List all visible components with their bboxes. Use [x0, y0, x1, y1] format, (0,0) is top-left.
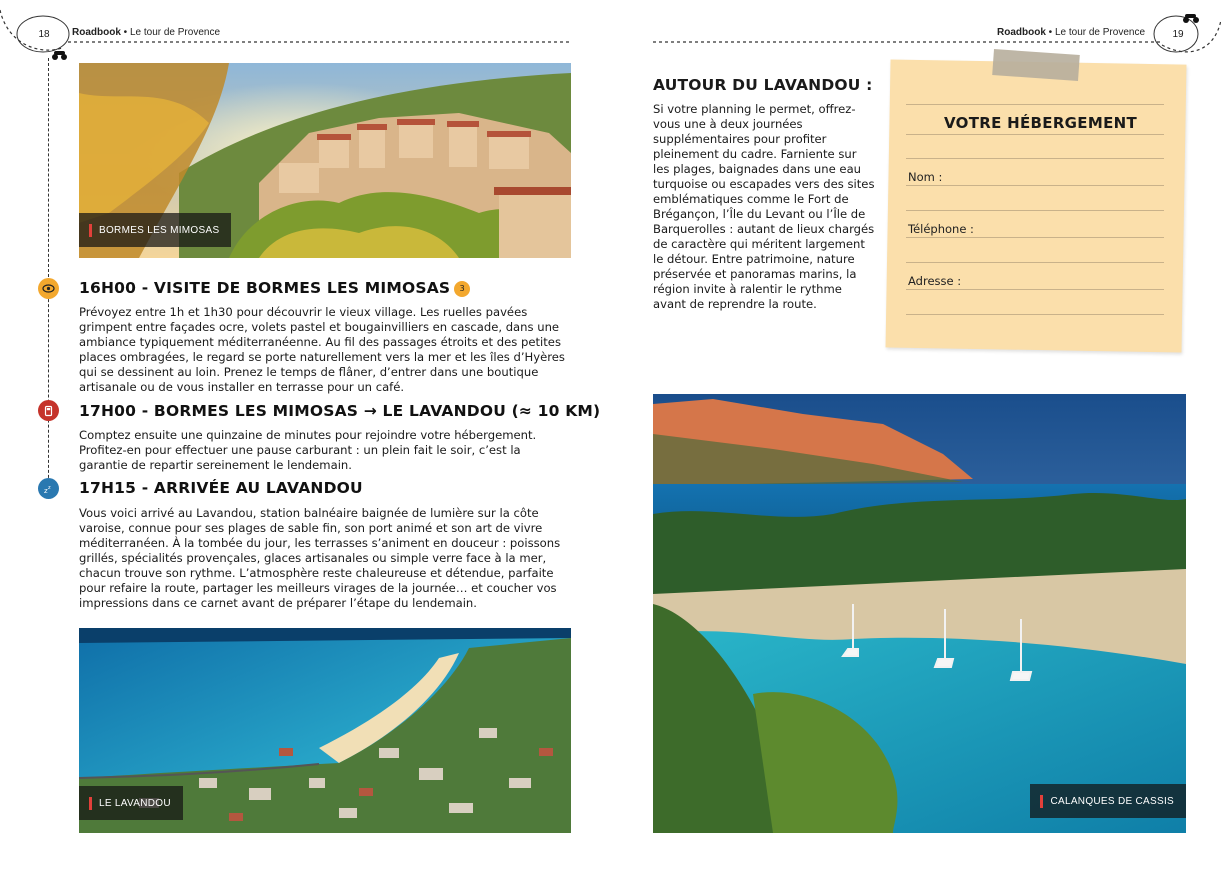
photo-bormes-les-mimosas: [79, 63, 571, 258]
photo-caption: [79, 213, 231, 247]
note-rule: [906, 314, 1164, 315]
header-title: Le tour de Provence: [1054, 27, 1146, 38]
note-field-phone: Téléphone :: [908, 222, 974, 236]
svg-text:z: z: [43, 486, 48, 495]
note-rule: [906, 134, 1164, 135]
note-rule: [906, 237, 1164, 238]
header-brand: Roadbook: [72, 27, 121, 38]
page-number-left: 18: [38, 28, 50, 40]
section-body-visit: Prévoyez entre 1h et 1h30 pour découvrir le vieux village. Les ruelles pavées grimpent entre façades ocre, volets pastel et bougainvilliers en cascade, dans une ambiance typiquement méditerranéenne. Au fil des passages étroits et des petites places ombragées, le regard se porte naturellement vers la mer et les îles d’Hyères qui se dessinent au loin. Prenez le temps de flâner, d’entrer dans une boutique artisanale ou de vous installer en terrasse pour un café.: [79, 305, 565, 394]
note-rule: [906, 210, 1164, 211]
note-rule: [906, 289, 1164, 290]
header-separator: •: [120, 27, 130, 38]
accommodation-note-title: VOTRE HÉBERGEMENT: [944, 114, 1137, 132]
page-number-right: 19: [1172, 28, 1184, 40]
photo-caption-text: CALANQUES DE CASSIS: [1050, 795, 1174, 807]
map-marker-badge: 3: [454, 281, 470, 297]
section-heading-visit: [79, 279, 470, 297]
svg-text:z: z: [47, 484, 51, 491]
photo-caption: [79, 786, 183, 820]
section-heading-route: 17H00 - BORMES LES MIMOSAS → LE LAVANDOU (≈ 10 KM): [79, 402, 601, 420]
section-body-arrival: Vous voici arrivé au Lavandou, station balnéaire baignée de lumière sur la côte varoise, connue pour ses plages de sable fin, son port animé et son art de vivre méditerranéen. À la tombée du jour, les terrasses s’animent en douceur : poissons grillés, spécialités provençales, glaces artisanales ou simple verre face à la mer, chacun trouve son rythme. L’atmosphère reste chaleureuse et détendue, parfaite pour refaire la route, partager les meilleurs virages de la journée… et coucher vos impressions dans ce carnet avant de préparer l’étape du lendemain.: [79, 506, 561, 610]
photo-caption: [1030, 784, 1186, 818]
running-header-left: [72, 27, 220, 38]
note-rule: [906, 262, 1164, 263]
header-brand: Roadbook: [997, 27, 1046, 38]
photo-caption-text: LE LAVANDOU: [99, 797, 171, 809]
section-body-route: Comptez ensuite une quinzaine de minutes pour rejoindre votre hébergement. Profitez-en pour effectuer une pause carburant : un plein fait le soir, c’est la garantie de repartir sereinement le lendemain.: [79, 428, 537, 472]
section-heading-arrival: 17H15 - ARRIVÉE AU LAVANDOU: [79, 479, 363, 497]
note-field-address: Adresse :: [908, 274, 962, 288]
sleep-icon: [38, 478, 59, 499]
header-title: Le tour de Provence: [129, 27, 221, 38]
note-rule: [906, 158, 1164, 159]
photo-calanques-de-cassis: [653, 394, 1186, 833]
photo-le-lavandou: [79, 628, 571, 833]
eye-icon: [38, 278, 59, 299]
section-heading-text: 16H00 - VISITE DE BORMES LES MIMOSAS: [79, 279, 451, 297]
note-rule: [906, 104, 1164, 105]
photo-caption-text: BORMES LES MIMOSAS: [99, 224, 220, 236]
section-body-around: Si votre planning le permet, offrez-vous une à deux journées supplémentaires pour profiter pleinement du cadre. Farniente sur les plages, baignades dans une eau turquoise ou escapades vers des sites emblématiques comme le Fort de Brégançon, l’Île du Levant ou l’Île de Barquerolles : autant de lieux chargés de caractère qui méritent largement le détour. Entre patrimoine, nature préservée et panoramas marins, la région invite à ralentir le rythme avant de reprendre la route.: [653, 102, 875, 311]
running-header-right: [997, 27, 1145, 38]
fuel-icon: [38, 400, 59, 421]
note-rule: [906, 185, 1164, 186]
note-field-name: Nom :: [908, 170, 943, 184]
header-separator: •: [1045, 27, 1055, 38]
section-heading-around: AUTOUR DU LAVANDOU :: [653, 76, 873, 94]
